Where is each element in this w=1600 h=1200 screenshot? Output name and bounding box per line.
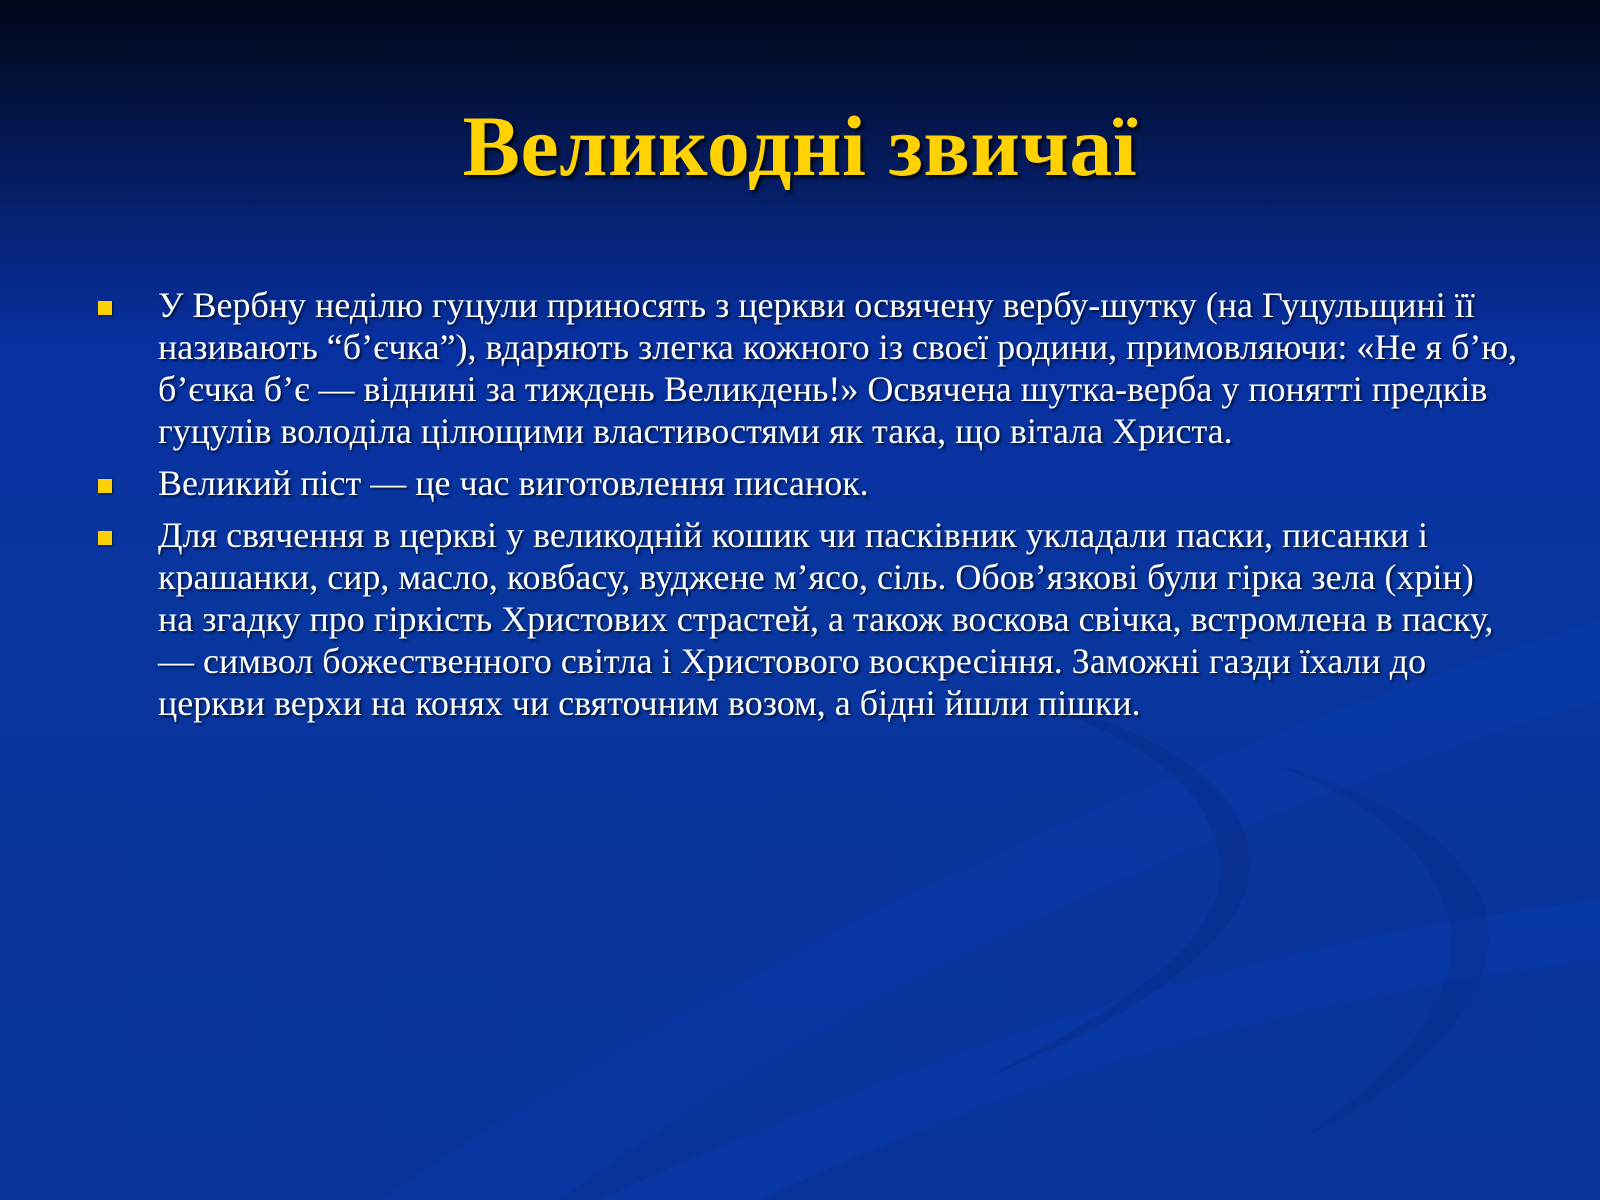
square-bullet-icon [98,301,112,315]
list-item [98,462,1518,504]
square-bullet-icon [98,479,112,493]
slide-title: Великодні звичаї [462,98,1138,194]
bullet-text: У Вербну неділю гуцули приносять з церкви освячену вербу-шутку (на Гуцульщині її називають “б’єчка”), вдаряють злегка кожного із своєї родини, примовляючи: «Не я б’ю, б’єчка б’є — віднині за тиждень Великдень!» Освячена шутка-верба у понятті предків гуцулів володіла цілющими властивостями як така, що вітала Христа. [158,285,1518,451]
bullet-text: Великий піст — це час виготовлення писанок. [158,463,869,503]
square-bullet-icon [98,531,112,545]
list-item [98,284,1518,452]
list-item [98,514,1518,724]
bullet-list [98,284,1518,734]
bullet-text: Для свячення в церкві у великодній кошик чи пасківник укладали паски, писанки і крашанки, сир, масло, ковбасу, вуджене м’ясо, сіль. Обов’язкові були гірка зела (хрін) на згадку про гіркість Христових страстей, а також воскова свічка, встромлена в паску, — символ божественного світла і Христового воскресіння. Заможні газди їхали до церкви верхи на конях чи святочним возом, а бідні йшли пішки. [158,515,1494,723]
